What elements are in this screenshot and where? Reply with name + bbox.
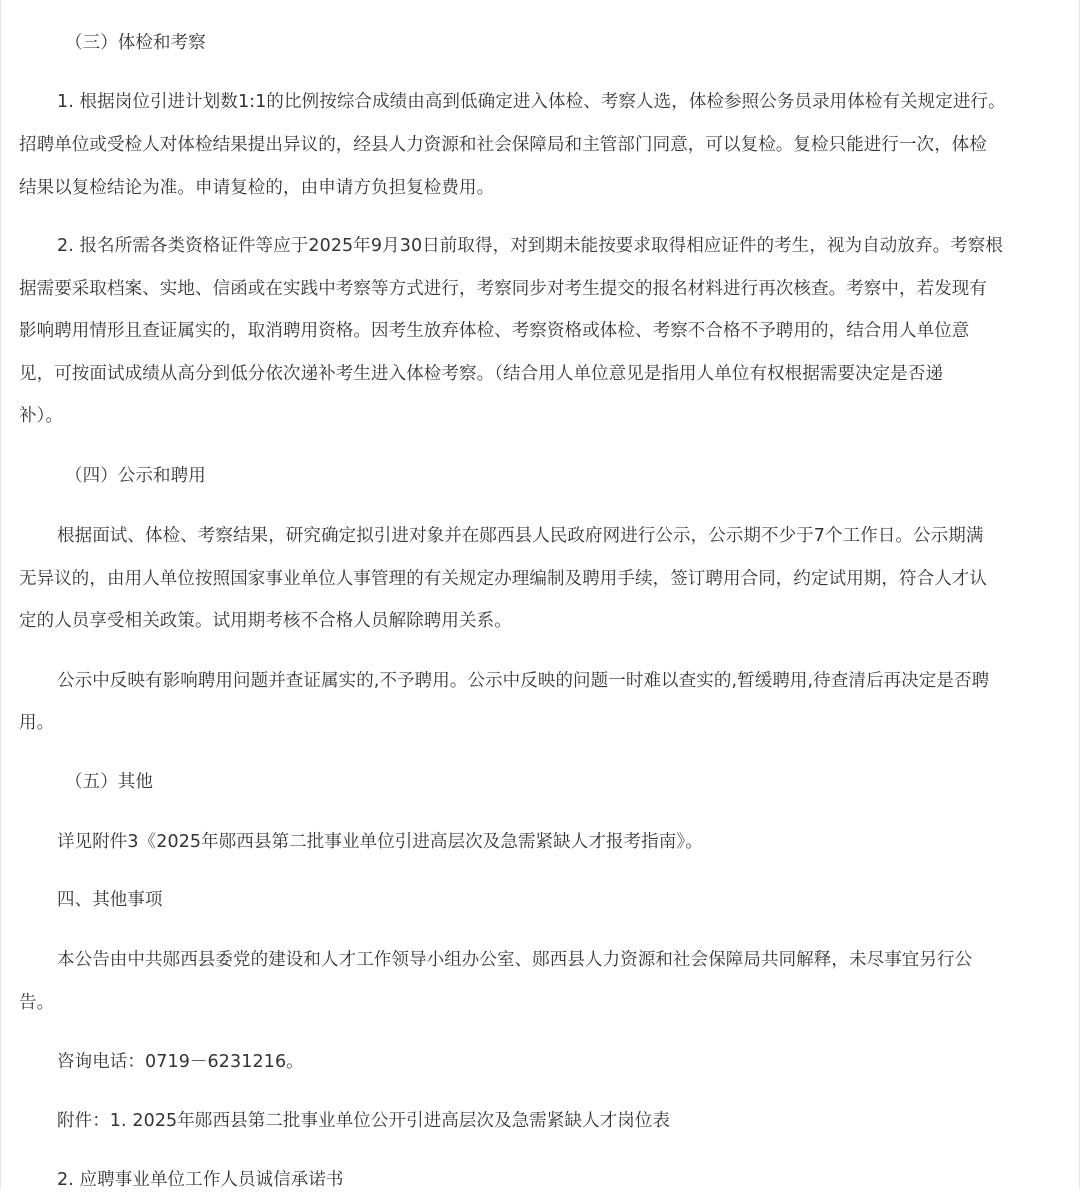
paragraph-line: 影响聘用情形且查证属实的，取消聘用资格。因考生放弃体检、考察资格或体检、考察不合格不予聘用的，结合用人单位意 bbox=[19, 321, 970, 341]
paragraph-line: 本公告由中共郧西县委党的建设和人才工作领导小组办公室、郧西县人力资源和社会保障局共同解释，未尽事宜另行公 bbox=[57, 950, 973, 970]
paragraph-line: 2. 报名所需各类资格证件等应于2025年9月30日前取得，对到期未能按要求取得相应证件的考生，视为自动放弃。考察根 bbox=[57, 236, 1003, 256]
paragraph-line: 无异议的，由用人单位按照国家事业单位人事管理的有关规定办理编制及聘用手续，签订聘用合同，约定试用期，符合人才认 bbox=[19, 569, 987, 589]
section-heading-publicity: （四）公示和聘用 bbox=[65, 466, 206, 486]
attachment-item: 2. 应聘事业单位工作人员诚信承诺书 bbox=[57, 1170, 344, 1190]
section-heading-other: （五）其他 bbox=[65, 772, 153, 792]
paragraph-line: 结果以复检结论为准。申请复检的，由申请方负担复检费用。 bbox=[19, 178, 495, 198]
paragraph-line: 据需要采取档案、实地、信函或在实践中考察等方式进行，考察同步对考生提交的报名材料进行再次核查。考察中，若发现有 bbox=[19, 279, 987, 299]
paragraph-line: 详见附件3《2025年郧西县第二批事业单位引进高层次及急需紧缺人才报考指南》。 bbox=[57, 832, 703, 852]
consultation-phone: 咨询电话：0719－6231216。 bbox=[57, 1052, 304, 1072]
attachment-item: 附件：1. 2025年郧西县第二批事业单位公开引进高层次及急需紧缺人才岗位表 bbox=[57, 1111, 671, 1131]
paragraph-line: 告。 bbox=[19, 993, 55, 1013]
section-heading-physical-exam: （三）体检和考察 bbox=[65, 33, 206, 53]
paragraph-line: 根据面试、体检、考察结果，研究确定拟引进对象并在郧西县人民政府网进行公示，公示期不少于7个工作日。公示期满 bbox=[57, 526, 984, 546]
section-heading-other-matters: 四、其他事项 bbox=[57, 890, 163, 910]
paragraph-line: 用。 bbox=[19, 713, 55, 733]
paragraph-line: 补）。 bbox=[19, 406, 64, 426]
paragraph-line: 招聘单位或受检人对体检结果提出异议的，经县人力资源和社会保障局和主管部门同意，可以复检。复检只能进行一次，体检 bbox=[19, 135, 987, 155]
paragraph-line: 1. 根据岗位引进计划数1:1的比例按综合成绩由高到低确定进入体检、考察人选，体检参照公务员录用体检有关规定进行。 bbox=[57, 92, 1006, 112]
paragraph-line: 见，可按面试成绩从高分到低分依次递补考生进入体检考察。（结合用人单位意见是指用人单位有权根据需要决定是否递 bbox=[19, 364, 944, 384]
paragraph-line: 公示中反映有影响聘用问题并查证属实的,不予聘用。公示中反映的问题一时难以查实的,暂缓聘用,待查清后再决定是否聘 bbox=[57, 671, 990, 691]
paragraph-line: 定的人员享受相关政策。试用期考核不合格人员解除聘用关系。 bbox=[19, 611, 512, 631]
